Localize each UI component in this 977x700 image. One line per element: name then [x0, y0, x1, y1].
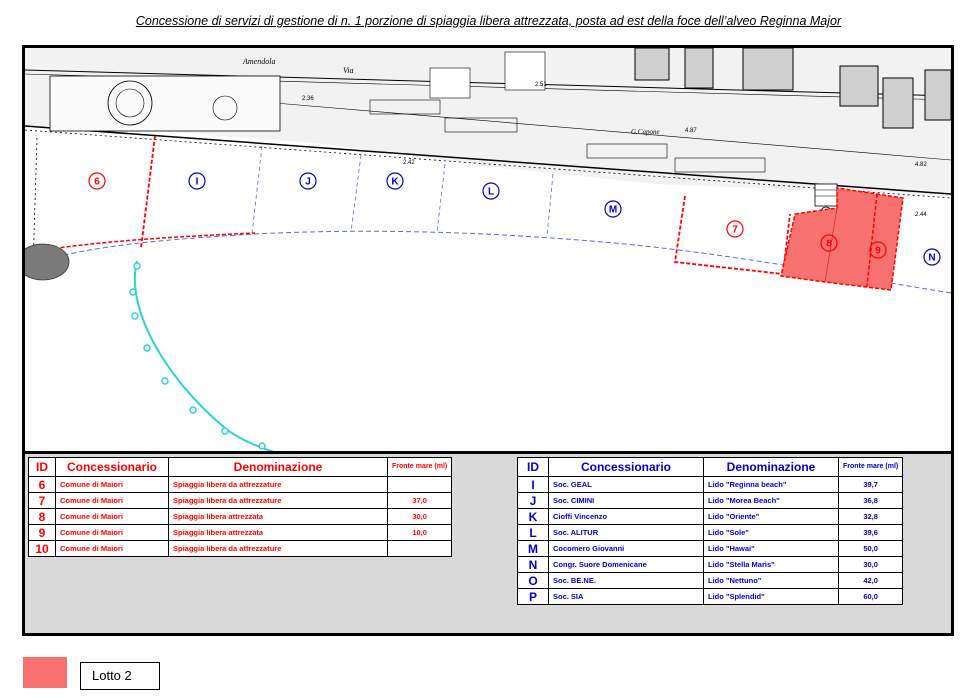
cell-fronte-mare: 37,0 — [388, 493, 452, 509]
cell-id: M — [518, 541, 549, 557]
zone-label-6: 6 — [94, 176, 100, 188]
concessions-table-left — [28, 457, 452, 557]
legend-label: Lotto 2 — [80, 662, 160, 690]
header-id: ID — [29, 458, 56, 477]
cell-id: 10 — [29, 541, 56, 557]
cell-concessionario: Congr. Suore Domenicane — [549, 557, 704, 573]
cell-denominazione: Lido "Reginna beach" — [704, 477, 839, 493]
cell-fronte-mare — [388, 477, 452, 493]
cell-fronte-mare: 60,0 — [839, 589, 903, 605]
zone-label-l: L — [487, 186, 495, 198]
legend-swatch — [23, 657, 67, 688]
tables-area — [25, 451, 951, 636]
zone-label-j: J — [305, 176, 311, 188]
table-row — [518, 573, 903, 589]
cell-denominazione: Lido "Sole" — [704, 525, 839, 541]
cell-concessionario: Soc. ALITUR — [549, 525, 704, 541]
cell-denominazione: Lido "Splendid" — [704, 589, 839, 605]
cell-concessionario: Comune di Maiori — [56, 509, 169, 525]
cell-fronte-mare: 30,0 — [388, 509, 452, 525]
map-frame — [22, 45, 954, 636]
header-fronte-mare: Fronte mare (ml) — [839, 458, 903, 477]
cell-concessionario: Soc. CIMINI — [549, 493, 704, 509]
cell-denominazione: Lido "Morea Beach" — [704, 493, 839, 509]
cell-id: L — [518, 525, 549, 541]
cell-fronte-mare: 36,8 — [839, 493, 903, 509]
cell-denominazione: Spiaggia libera attrezzata — [169, 509, 388, 525]
cell-fronte-mare: 10,0 — [388, 525, 452, 541]
table-row — [29, 477, 452, 493]
header-denominazione: Denominazione — [169, 458, 388, 477]
table-row — [518, 525, 903, 541]
cell-fronte-mare: 39,6 — [839, 525, 903, 541]
table-row — [518, 493, 903, 509]
cell-denominazione: Lido "Nettuno" — [704, 573, 839, 589]
cell-id: 7 — [29, 493, 56, 509]
cell-id: O — [518, 573, 549, 589]
elevation-label: 2.51 — [535, 82, 547, 88]
header-concessionario: Concessionario — [56, 458, 169, 477]
cell-id: P — [518, 589, 549, 605]
table-row — [29, 541, 452, 557]
cell-denominazione: Lido "Stella Maris" — [704, 557, 839, 573]
table-row — [518, 477, 903, 493]
cell-denominazione: Spiaggia libera da attrezzature — [169, 541, 388, 557]
cell-id: J — [518, 493, 549, 509]
header-fronte-mare: Fronte mare (ml) — [388, 458, 452, 477]
cell-concessionario: Comune di Maiori — [56, 477, 169, 493]
street-name: G.Capone — [631, 128, 660, 136]
document-title: Concessione di servizi di gestione di n. 1 porzione di spiaggia libera attrezzata, posta ad est della foce dell’alveo Reginna Major — [135, 14, 842, 28]
cell-fronte-mare: 42,0 — [839, 573, 903, 589]
street-name: Amendola — [243, 57, 276, 66]
table-row — [29, 525, 452, 541]
cell-id: N — [518, 557, 549, 573]
cell-id: 9 — [29, 525, 56, 541]
cell-id: 8 — [29, 509, 56, 525]
cell-denominazione: Lido "Oriente" — [704, 509, 839, 525]
concessions-table-right — [517, 457, 903, 605]
header-id: ID — [518, 458, 549, 477]
cell-denominazione: Lido "Hawai" — [704, 541, 839, 557]
zone-label-n: N — [928, 252, 936, 264]
elevation-label: 2.44 — [915, 212, 927, 218]
header-concessionario: Concessionario — [549, 458, 704, 477]
cell-denominazione: Spiaggia libera da attrezzature — [169, 493, 388, 509]
cell-fronte-mare: 50,0 — [839, 541, 903, 557]
cyan-route — [135, 261, 287, 451]
beach-map — [25, 48, 951, 451]
rocks — [25, 244, 69, 280]
cell-id: K — [518, 509, 549, 525]
zone-label-k: K — [391, 176, 399, 188]
route-markers — [130, 263, 265, 449]
cell-concessionario: Cioffi Vincenzo — [549, 509, 704, 525]
cell-denominazione: Spiaggia libera da attrezzature — [169, 477, 388, 493]
cell-concessionario: Cocomero Giovanni — [549, 541, 704, 557]
lotto-2-area — [781, 188, 903, 290]
table-row — [518, 541, 903, 557]
elevation-label: 4.87 — [685, 128, 697, 134]
elevation-label: 2.36 — [302, 96, 314, 102]
cell-concessionario: Soc. GEAL — [549, 477, 704, 493]
cell-id: 6 — [29, 477, 56, 493]
cell-concessionario: Comune di Maiori — [56, 541, 169, 557]
zone-label-9: 9 — [875, 245, 881, 257]
zone-label-8: 8 — [826, 238, 832, 250]
cell-fronte-mare: 30,0 — [839, 557, 903, 573]
table-row — [518, 557, 903, 573]
street-name: Via — [343, 66, 354, 75]
table-row — [29, 493, 452, 509]
elevation-label: 2.42 — [403, 160, 415, 166]
cell-fronte-mare: 39,7 — [839, 477, 903, 493]
cell-fronte-mare — [388, 541, 452, 557]
cell-concessionario: Soc. BE.NE. — [549, 573, 704, 589]
table-row — [518, 589, 903, 605]
cell-concessionario: Comune di Maiori — [56, 493, 169, 509]
zone-label-i: I — [195, 176, 199, 188]
cell-denominazione: Spiaggia libera attrezzata — [169, 525, 388, 541]
table-row — [518, 509, 903, 525]
cell-fronte-mare: 32,8 — [839, 509, 903, 525]
header-denominazione: Denominazione — [704, 458, 839, 477]
zone-label-7: 7 — [732, 224, 738, 236]
elevation-label: 4.82 — [915, 162, 927, 168]
cell-concessionario: Soc. SIA — [549, 589, 704, 605]
cell-concessionario: Comune di Maiori — [56, 525, 169, 541]
table-row — [29, 509, 452, 525]
zone-label-m: M — [608, 204, 618, 216]
cell-id: I — [518, 477, 549, 493]
